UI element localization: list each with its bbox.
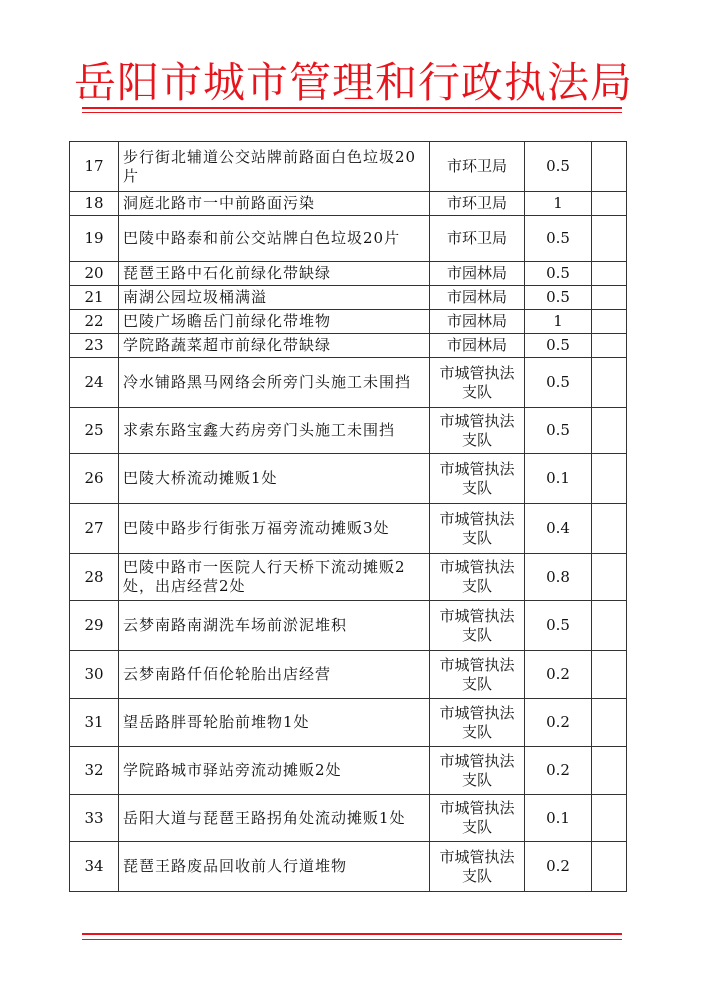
table-row bbox=[70, 142, 627, 192]
row-number: 22 bbox=[70, 310, 119, 334]
remarks-cell bbox=[592, 262, 627, 286]
table-row bbox=[70, 310, 627, 334]
responsible-department: 市城管执法支队 bbox=[430, 358, 525, 408]
responsible-department: 市环卫局 bbox=[430, 192, 525, 216]
row-number: 24 bbox=[70, 358, 119, 408]
header-rule-thin bbox=[82, 112, 622, 113]
issue-description: 琵琶王路中石化前绿化带缺绿 bbox=[119, 262, 430, 286]
responsible-department: 市城管执法支队 bbox=[430, 842, 525, 892]
deduction-score: 0.5 bbox=[525, 334, 592, 358]
remarks-cell bbox=[592, 334, 627, 358]
table-row bbox=[70, 334, 627, 358]
issue-description: 冷水铺路黑马网络会所旁门头施工未围挡 bbox=[119, 358, 430, 408]
issue-description: 巴陵中路步行街张万福旁流动摊贩3处 bbox=[119, 504, 430, 554]
remarks-cell bbox=[592, 310, 627, 334]
remarks-cell bbox=[592, 454, 627, 504]
issue-description: 琵琶王路废品回收前人行道堆物 bbox=[119, 842, 430, 892]
issue-description: 巴陵广场瞻岳门前绿化带堆物 bbox=[119, 310, 430, 334]
inspection-table bbox=[69, 141, 627, 892]
issue-description: 巴陵中路市一医院人行天桥下流动摊贩2处，出店经营2处 bbox=[119, 554, 430, 601]
responsible-department: 市园林局 bbox=[430, 310, 525, 334]
remarks-cell bbox=[592, 192, 627, 216]
row-number: 31 bbox=[70, 699, 119, 747]
deduction-score: 0.2 bbox=[525, 699, 592, 747]
remarks-cell bbox=[592, 651, 627, 699]
deduction-score: 0.5 bbox=[525, 262, 592, 286]
row-number: 26 bbox=[70, 454, 119, 504]
row-number: 25 bbox=[70, 408, 119, 454]
table-row bbox=[70, 286, 627, 310]
table-row bbox=[70, 192, 627, 216]
issue-description: 求索东路宝鑫大药房旁门头施工未围挡 bbox=[119, 408, 430, 454]
issue-description: 学院路蔬菜超市前绿化带缺绿 bbox=[119, 334, 430, 358]
issue-description: 巴陵大桥流动摊贩1处 bbox=[119, 454, 430, 504]
deduction-score: 0.5 bbox=[525, 358, 592, 408]
row-number: 18 bbox=[70, 192, 119, 216]
responsible-department: 市城管执法支队 bbox=[430, 554, 525, 601]
issue-description: 巴陵中路泰和前公交站牌白色垃圾20片 bbox=[119, 216, 430, 262]
responsible-department: 市城管执法支队 bbox=[430, 651, 525, 699]
deduction-score: 0.4 bbox=[525, 504, 592, 554]
remarks-cell bbox=[592, 842, 627, 892]
table-row bbox=[70, 454, 627, 504]
responsible-department: 市环卫局 bbox=[430, 216, 525, 262]
table-row bbox=[70, 408, 627, 454]
responsible-department: 市园林局 bbox=[430, 286, 525, 310]
responsible-department: 市城管执法支队 bbox=[430, 408, 525, 454]
responsible-department: 市城管执法支队 bbox=[430, 699, 525, 747]
footer-rule-thick bbox=[82, 933, 622, 935]
row-number: 17 bbox=[70, 142, 119, 192]
deduction-score: 1 bbox=[525, 192, 592, 216]
responsible-department: 市环卫局 bbox=[430, 142, 525, 192]
responsible-department: 市城管执法支队 bbox=[430, 601, 525, 651]
deduction-score: 0.5 bbox=[525, 286, 592, 310]
row-number: 34 bbox=[70, 842, 119, 892]
remarks-cell bbox=[592, 286, 627, 310]
row-number: 28 bbox=[70, 554, 119, 601]
table-row bbox=[70, 747, 627, 795]
deduction-score: 0.8 bbox=[525, 554, 592, 601]
deduction-score: 0.2 bbox=[525, 651, 592, 699]
deduction-score: 0.2 bbox=[525, 747, 592, 795]
table-row bbox=[70, 358, 627, 408]
table-row bbox=[70, 795, 627, 842]
issue-description: 学院路城市驿站旁流动摊贩2处 bbox=[119, 747, 430, 795]
table-body bbox=[70, 142, 627, 892]
responsible-department: 市园林局 bbox=[430, 262, 525, 286]
row-number: 32 bbox=[70, 747, 119, 795]
issue-description: 云梦南路仟佰伦轮胎出店经营 bbox=[119, 651, 430, 699]
table-row bbox=[70, 554, 627, 601]
table-row bbox=[70, 504, 627, 554]
remarks-cell bbox=[592, 554, 627, 601]
remarks-cell bbox=[592, 504, 627, 554]
table-row bbox=[70, 601, 627, 651]
deduction-score: 0.1 bbox=[525, 454, 592, 504]
deduction-score: 0.1 bbox=[525, 795, 592, 842]
deduction-score: 0.5 bbox=[525, 601, 592, 651]
remarks-cell bbox=[592, 216, 627, 262]
remarks-cell bbox=[592, 408, 627, 454]
remarks-cell bbox=[592, 795, 627, 842]
footer-rule-thin bbox=[82, 939, 622, 940]
deduction-score: 0.5 bbox=[525, 216, 592, 262]
issue-description: 洞庭北路市一中前路面污染 bbox=[119, 192, 430, 216]
remarks-cell bbox=[592, 142, 627, 192]
remarks-cell bbox=[592, 601, 627, 651]
remarks-cell bbox=[592, 358, 627, 408]
deduction-score: 0.5 bbox=[525, 408, 592, 454]
row-number: 27 bbox=[70, 504, 119, 554]
deduction-score: 0.5 bbox=[525, 142, 592, 192]
table-row bbox=[70, 262, 627, 286]
row-number: 30 bbox=[70, 651, 119, 699]
table-row bbox=[70, 216, 627, 262]
row-number: 20 bbox=[70, 262, 119, 286]
responsible-department: 市城管执法支队 bbox=[430, 454, 525, 504]
issue-description: 步行街北辅道公交站牌前路面白色垃圾20片 bbox=[119, 142, 430, 192]
row-number: 19 bbox=[70, 216, 119, 262]
row-number: 21 bbox=[70, 286, 119, 310]
table-row bbox=[70, 651, 627, 699]
responsible-department: 市园林局 bbox=[430, 334, 525, 358]
remarks-cell bbox=[592, 747, 627, 795]
deduction-score: 0.2 bbox=[525, 842, 592, 892]
table-row bbox=[70, 842, 627, 892]
issue-description: 云梦南路南湖洗车场前淤泥堆积 bbox=[119, 601, 430, 651]
header-rule-thick bbox=[82, 107, 622, 109]
responsible-department: 市城管执法支队 bbox=[430, 747, 525, 795]
responsible-department: 市城管执法支队 bbox=[430, 504, 525, 554]
row-number: 29 bbox=[70, 601, 119, 651]
row-number: 33 bbox=[70, 795, 119, 842]
row-number: 23 bbox=[70, 334, 119, 358]
responsible-department: 市城管执法支队 bbox=[430, 795, 525, 842]
issue-description: 望岳路胖哥轮胎前堆物1处 bbox=[119, 699, 430, 747]
remarks-cell bbox=[592, 699, 627, 747]
issue-description: 南湖公园垃圾桶满溢 bbox=[119, 286, 430, 310]
org-title: 岳阳市城市管理和行政执法局 bbox=[73, 58, 633, 107]
deduction-score: 1 bbox=[525, 310, 592, 334]
table-row bbox=[70, 699, 627, 747]
issue-description: 岳阳大道与琵琶王路拐角处流动摊贩1处 bbox=[119, 795, 430, 842]
